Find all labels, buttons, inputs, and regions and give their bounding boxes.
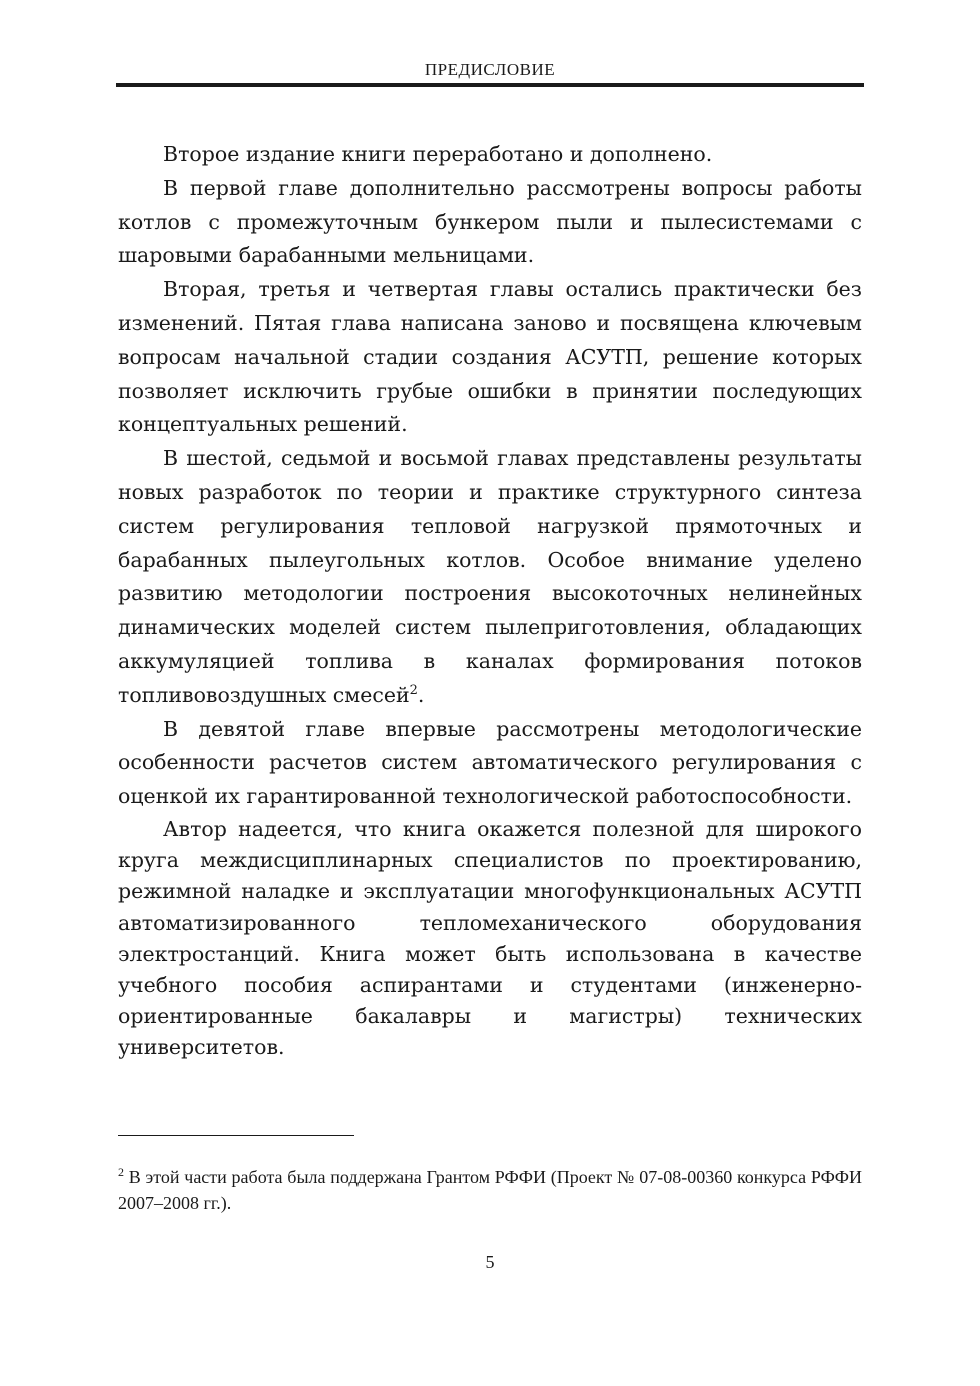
footnote-separator	[118, 1135, 354, 1136]
paragraph-4-text: В шестой, седьмой и восьмой главах представлены результаты новых разработок по теории и практике структурного синтеза систем регулирования тепловой нагрузкой прямоточных и барабанных пылеугольных котлов. Особое внимание уделено развитию методологии построения высокоточных нелинейных динамических моделей систем пылеприготовления, обладающих аккумуляцией топлива в каналах формирования потоков топливовоздушных смесей	[118, 446, 862, 707]
footnote	[118, 1164, 862, 1216]
footnote-reference[interactable]: 2	[409, 682, 418, 698]
paragraph-1: Второе издание книги переработано и дополнено.	[163, 142, 713, 166]
paragraph-2: В первой главе дополнительно рассмотрены вопросы работы котлов с промежуточным бункером пыли и пылесистемами с шаровыми барабанными мельницами.	[118, 175, 862, 268]
paragraph-3: Вторая, третья и четвертая главы остались практически без изменений. Пятая глава написана заново и посвящена ключевым вопросам начальной стадии создания АСУТП, решение которых позволяет исключить грубые ошибки в принятии последующих концептуальных решений.	[118, 277, 862, 437]
paragraph-6: Автор надеется, что книга окажется полезной для широкого круга междисциплинарных специалистов по проектированию, режимной наладке и эксплуатации многофункциональных АСУТП автоматизированного тепломеханического оборудования электростанций. Книга может быть использована в качестве учебного пособия аспирантами и студентами (инженерно-ориентированные бакалавры и магистры) технических университетов.	[118, 816, 862, 1060]
paragraph-4	[118, 442, 862, 712]
main-text	[118, 138, 862, 1064]
page-number: 5	[485, 1252, 495, 1272]
header-rule	[116, 83, 864, 87]
footnote-marker: 2	[118, 1165, 124, 1179]
running-head-title: ПРЕДИСЛОВИЕ	[424, 60, 556, 79]
paragraph-5: В девятой главе впервые рассмотрены методологические особенности расчетов систем автоматического регулирования с оценкой их гарантированной технологической работоспособности.	[118, 716, 862, 809]
paragraph-4-end: .	[417, 682, 425, 707]
footnote-text: В этой части работа была поддержана Грантом РФФИ (Проект № 07-08-00360 конкурса РФФИ 2007–2008 гг.).	[118, 1167, 863, 1213]
